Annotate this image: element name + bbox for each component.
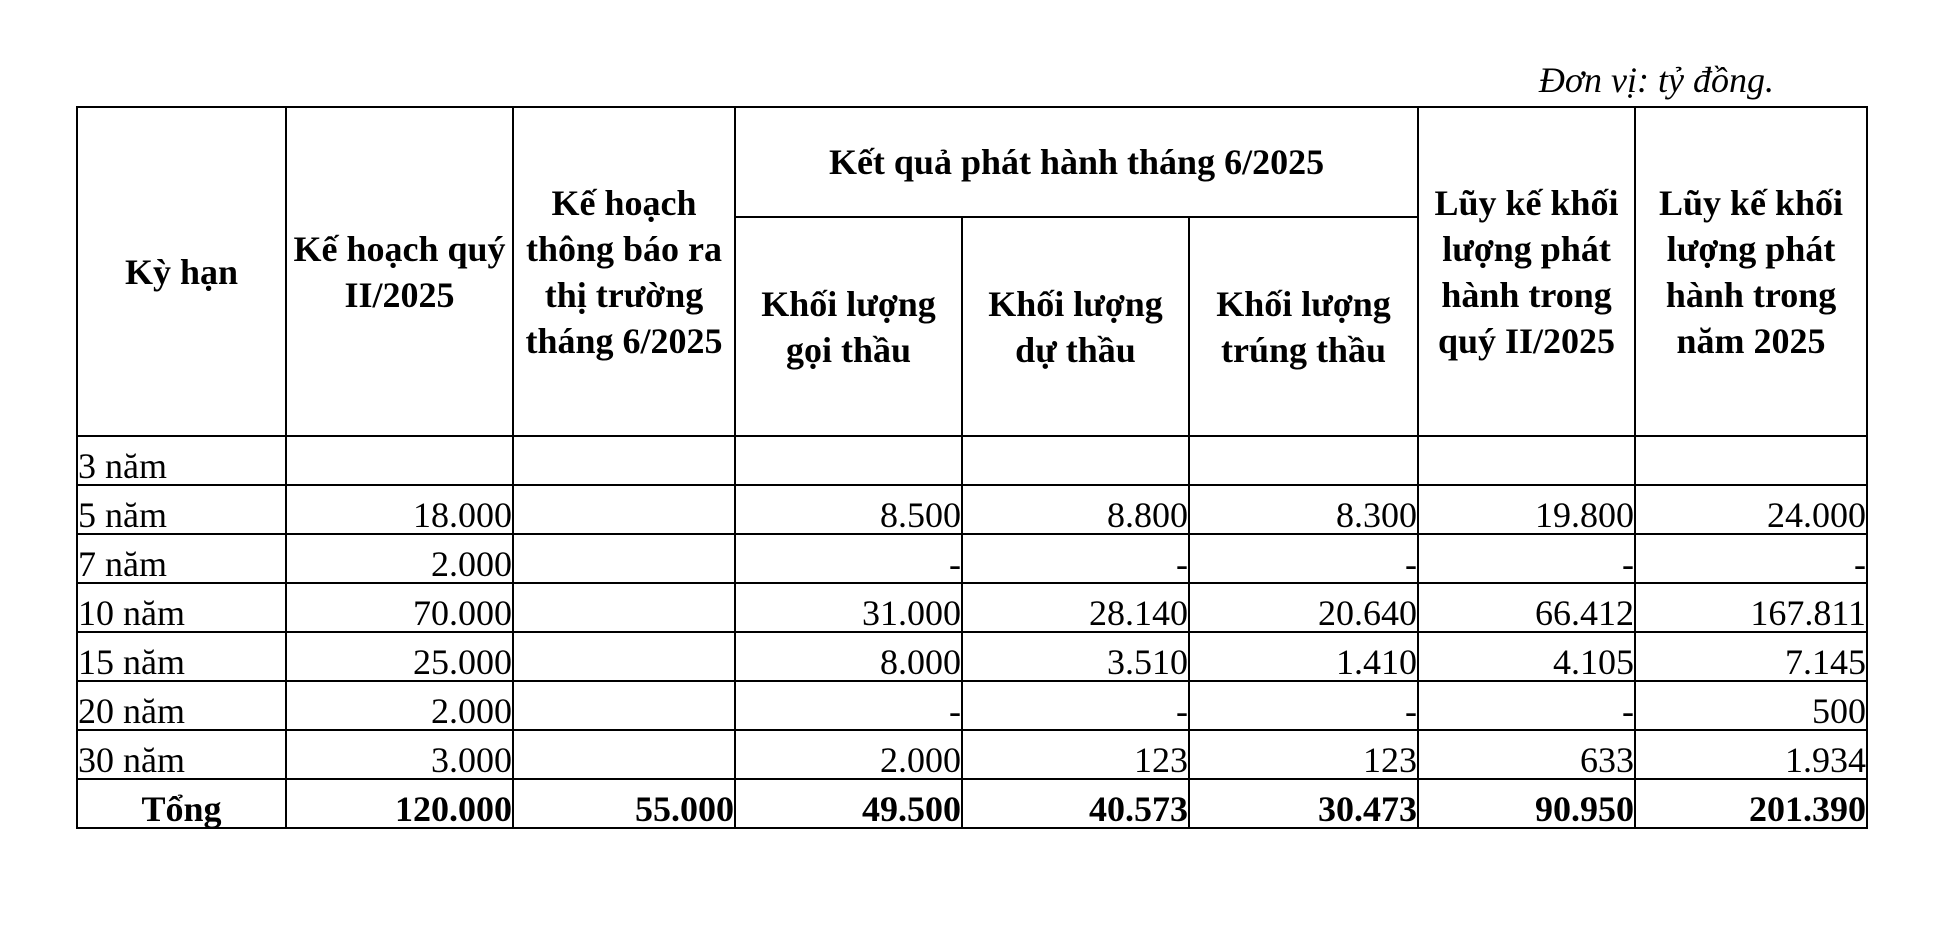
unit-note: Đơn vị: tỷ đồng. [1538,60,1774,100]
cell-term: 5 năm [77,485,286,534]
cell-won: 1.410 [1189,632,1418,681]
header-cum-year: Lũy kế khối lượng phát hành trong năm 2025 [1635,107,1867,436]
cell-term: 15 năm [77,632,286,681]
cell-term: 7 năm [77,534,286,583]
cell-won: - [1189,681,1418,730]
header-term: Kỳ hạn [77,107,286,436]
table-row [77,730,1867,779]
header-called: Khối lượng gọi thầu [735,217,962,436]
cell-notice-june [513,436,735,485]
cell-called: 31.000 [735,583,962,632]
cell-cum-q2: 19.800 [1418,485,1635,534]
cell-won: 30.473 [1189,779,1418,828]
cell-plan-q2: 70.000 [286,583,513,632]
header-cum-q2: Lũy kế khối lượng phát hành trong quý II/2025 [1418,107,1635,436]
cell-won [1189,436,1418,485]
cell-called: 8.000 [735,632,962,681]
cell-notice-june: 55.000 [513,779,735,828]
cell-term: 3 năm [77,436,286,485]
bond-issuance-table [76,106,1868,829]
cell-bid: 28.140 [962,583,1189,632]
header-plan-q2: Kế hoạch quý II/2025 [286,107,513,436]
cell-bid: 40.573 [962,779,1189,828]
header-won: Khối lượng trúng thầu [1189,217,1418,436]
table-row [77,534,1867,583]
cell-notice-june [513,681,735,730]
cell-notice-june [513,485,735,534]
cell-cum-q2 [1418,436,1635,485]
header-notice-june: Kế hoạch thông báo ra thị trường tháng 6/2025 [513,107,735,436]
cell-term: 30 năm [77,730,286,779]
cell-notice-june [513,583,735,632]
header-bid: Khối lượng dự thầu [962,217,1189,436]
cell-cum-year: 201.390 [1635,779,1867,828]
cell-notice-june [513,534,735,583]
cell-bid: 8.800 [962,485,1189,534]
cell-won: 20.640 [1189,583,1418,632]
cell-bid [962,436,1189,485]
cell-called: 2.000 [735,730,962,779]
cell-won: - [1189,534,1418,583]
table-row [77,681,1867,730]
cell-cum-year [1635,436,1867,485]
cell-cum-q2: 66.412 [1418,583,1635,632]
cell-term: 10 năm [77,583,286,632]
cell-term: 20 năm [77,681,286,730]
table-row [77,485,1867,534]
cell-plan-q2: 25.000 [286,632,513,681]
cell-plan-q2: 3.000 [286,730,513,779]
cell-term: Tổng [77,779,286,828]
cell-called: 8.500 [735,485,962,534]
cell-notice-june [513,730,735,779]
cell-notice-june [513,632,735,681]
cell-cum-year: 500 [1635,681,1867,730]
cell-called: 49.500 [735,779,962,828]
cell-cum-q2: 4.105 [1418,632,1635,681]
cell-cum-q2: 90.950 [1418,779,1635,828]
cell-plan-q2: 2.000 [286,534,513,583]
cell-bid: - [962,681,1189,730]
total-row [77,779,1867,828]
cell-cum-q2: - [1418,681,1635,730]
cell-won: 123 [1189,730,1418,779]
cell-called: - [735,681,962,730]
table-row [77,436,1867,485]
cell-plan-q2: 2.000 [286,681,513,730]
table-row [77,632,1867,681]
cell-cum-year: - [1635,534,1867,583]
cell-cum-q2: 633 [1418,730,1635,779]
cell-plan-q2: 18.000 [286,485,513,534]
cell-cum-q2: - [1418,534,1635,583]
cell-cum-year: 24.000 [1635,485,1867,534]
table-row [77,583,1867,632]
cell-bid: 123 [962,730,1189,779]
cell-plan-q2: 120.000 [286,779,513,828]
table-body [77,436,1867,828]
cell-cum-year: 7.145 [1635,632,1867,681]
cell-called: - [735,534,962,583]
header-result-group: Kết quả phát hành tháng 6/2025 [735,107,1418,217]
cell-cum-year: 167.811 [1635,583,1867,632]
cell-plan-q2 [286,436,513,485]
cell-called [735,436,962,485]
cell-cum-year: 1.934 [1635,730,1867,779]
cell-won: 8.300 [1189,485,1418,534]
cell-bid: - [962,534,1189,583]
cell-bid: 3.510 [962,632,1189,681]
